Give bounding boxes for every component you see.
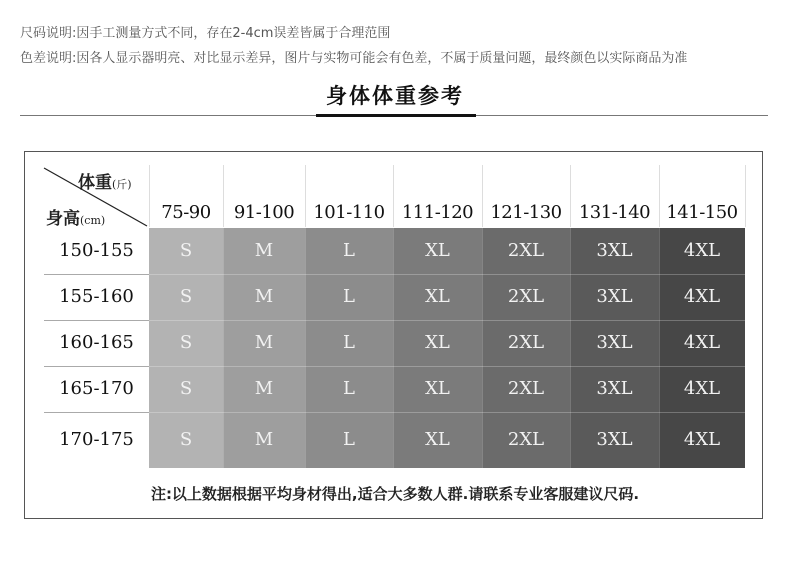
size-cell: 4XL: [659, 320, 745, 366]
weight-header: 91-100: [233, 202, 295, 223]
cell-gridline: [223, 228, 224, 469]
size-cell: XL: [393, 320, 482, 366]
height-header: 150-155: [59, 240, 134, 261]
row-divider: [44, 412, 149, 413]
header-separator: [745, 165, 746, 227]
size-cell: 3XL: [570, 366, 659, 412]
weight-unit: (斤): [112, 178, 132, 191]
size-cell: S: [149, 274, 223, 320]
height-header: 170-175: [59, 429, 134, 450]
height-header: 165-170: [59, 378, 134, 399]
size-cell: 4XL: [659, 366, 745, 412]
cell-gridline: [149, 412, 745, 413]
cell-gridline: [393, 228, 394, 469]
size-cell: S: [149, 366, 223, 412]
size-cell: XL: [393, 274, 482, 320]
weight-header: 101-110: [313, 202, 385, 223]
cell-gridline: [659, 228, 660, 469]
size-cell: L: [305, 320, 393, 366]
size-cell: L: [305, 366, 393, 412]
cell-gridline: [570, 228, 571, 469]
size-cell: M: [223, 320, 305, 366]
size-cell: 3XL: [570, 320, 659, 366]
height-label-text: 身高: [46, 209, 80, 229]
size-cell: L: [305, 412, 393, 468]
cell-gridline: [149, 274, 745, 275]
size-cell: XL: [393, 366, 482, 412]
size-cell: 3XL: [570, 412, 659, 468]
size-cell: M: [223, 228, 305, 274]
size-cell: 3XL: [570, 228, 659, 274]
table-corner-header: [42, 164, 149, 228]
weight-header: 111-120: [401, 202, 474, 223]
size-cell: S: [149, 228, 223, 274]
size-cell: 2XL: [482, 320, 570, 366]
weight-axis-label: [78, 168, 132, 193]
page-title: 身体体重参考: [326, 84, 464, 108]
size-cell: 2XL: [482, 274, 570, 320]
row-divider: [44, 274, 149, 275]
height-header: 160-165: [59, 332, 134, 353]
cell-gridline: [149, 366, 745, 367]
weight-label-text: 体重: [78, 173, 112, 193]
cell-gridline: [482, 228, 483, 469]
height-header: 155-160: [59, 286, 134, 307]
size-cell: S: [149, 412, 223, 468]
height-unit: (cm): [80, 214, 106, 227]
size-cell: M: [223, 274, 305, 320]
row-divider: [44, 320, 149, 321]
size-cell: XL: [393, 228, 482, 274]
size-cell: 2XL: [482, 412, 570, 468]
cell-gridline: [305, 228, 306, 469]
size-cell: S: [149, 320, 223, 366]
size-cell: 4XL: [659, 274, 745, 320]
size-cell: L: [305, 274, 393, 320]
weight-header: 121-130: [490, 202, 562, 223]
title-underline: [316, 114, 476, 117]
size-cell: 2XL: [482, 228, 570, 274]
height-axis-label: [46, 204, 105, 229]
size-note: 尺码说明:因手工测量方式不同，存在2-4cm误差皆属于合理范围: [20, 26, 391, 41]
color-note: 色差说明:因各人显示器明亮、对比显示差异，图片与实物可能会有色差，不属于质量问题，最终颜色以实际商品为准: [20, 51, 688, 66]
size-cell: L: [305, 228, 393, 274]
size-cell: 2XL: [482, 366, 570, 412]
size-cell: M: [223, 366, 305, 412]
size-cell: 3XL: [570, 274, 659, 320]
size-cell: 4XL: [659, 412, 745, 468]
footnote: 注:以上数据根据平均身材得出,适合大多数人群.请联系专业客服建议尺码.: [150, 485, 640, 503]
weight-header: 131-140: [578, 202, 651, 223]
size-cell: XL: [393, 412, 482, 468]
row-divider: [44, 366, 149, 367]
size-cell: M: [223, 412, 305, 468]
cell-gridline: [149, 320, 745, 321]
size-cell: 4XL: [659, 228, 745, 274]
weight-header: 75-90: [161, 202, 211, 223]
weight-header: 141-150: [666, 202, 738, 223]
